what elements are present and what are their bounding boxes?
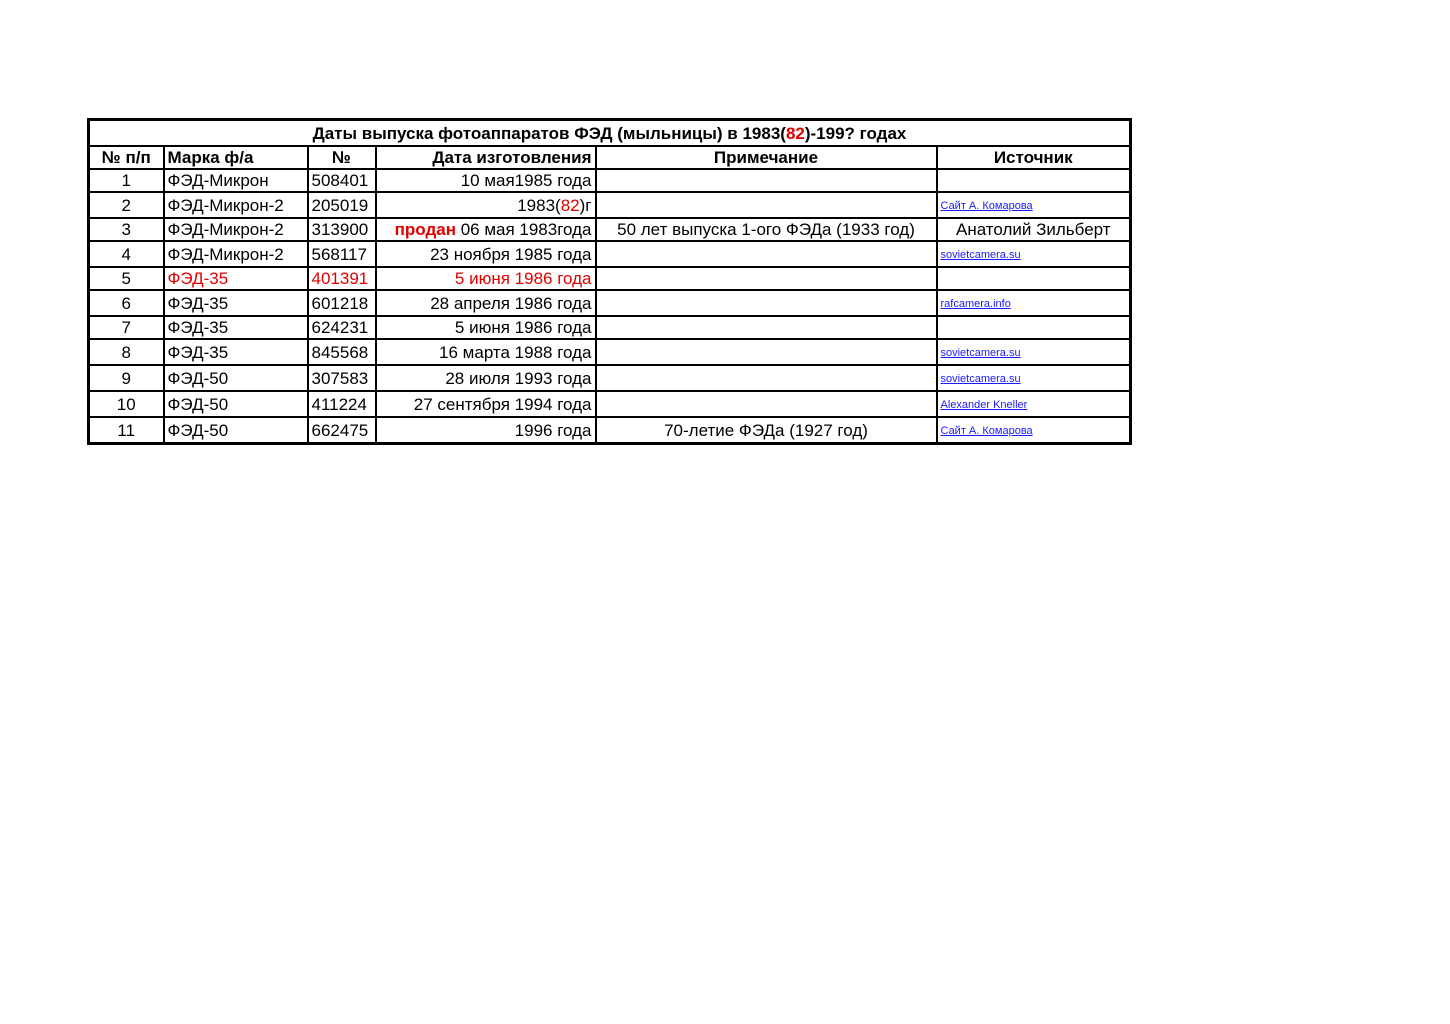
serial-number: 313900	[308, 218, 376, 241]
title-highlight: 82	[785, 123, 805, 143]
serial-number: 508401	[308, 169, 376, 192]
row-number: 4	[89, 241, 164, 267]
header-note: Примечание	[596, 146, 937, 169]
source-link[interactable]: sovietcamera.su	[940, 347, 1021, 359]
source	[937, 218, 1131, 241]
serial-number: 568117	[308, 241, 376, 267]
camera-model: ФЭД-50	[164, 391, 308, 417]
note	[596, 339, 937, 365]
table-row	[89, 391, 1131, 417]
serial-number: 401391	[308, 267, 376, 290]
header-model: Марка ф/а	[164, 146, 308, 169]
date-part: 06 мая 1983года	[455, 220, 592, 239]
source-link[interactable]: Сайт А. Комарова	[940, 425, 1033, 437]
note	[596, 316, 937, 339]
source-text: Анатолий Зильберт	[955, 220, 1111, 239]
manufacture-date	[376, 192, 596, 218]
source	[937, 417, 1131, 444]
row-number: 10	[89, 391, 164, 417]
camera-model: ФЭД-Микрон	[164, 169, 308, 192]
header-num: № п/п	[89, 146, 164, 169]
manufacture-date: 5 июня 1986 года	[376, 267, 596, 290]
note	[596, 169, 937, 192]
camera-model: ФЭД-50	[164, 417, 308, 444]
date-highlight: 82	[560, 195, 580, 215]
source	[937, 267, 1131, 290]
camera-model: ФЭД-50	[164, 365, 308, 391]
manufacture-date: 28 апреля 1986 года	[376, 290, 596, 316]
source	[937, 169, 1131, 192]
camera-model: ФЭД-35	[164, 339, 308, 365]
source	[937, 290, 1131, 316]
manufacture-date: 16 марта 1988 года	[376, 339, 596, 365]
serial-number: 845568	[308, 339, 376, 365]
serial-number: 601218	[308, 290, 376, 316]
table-row	[89, 339, 1131, 365]
table-title: Даты выпуска фотоаппаратов ФЭД (мыльницы) в 1983(82)-199? годах	[89, 120, 1131, 147]
source	[937, 365, 1131, 391]
source	[937, 391, 1131, 417]
source-link[interactable]: sovietcamera.su	[940, 373, 1021, 385]
table-row	[89, 241, 1131, 267]
table-row	[89, 218, 1131, 241]
camera-model: ФЭД-Микрон-2	[164, 241, 308, 267]
serial-number: 205019	[308, 192, 376, 218]
camera-model: ФЭД-35	[164, 267, 308, 290]
date-part: 1983(	[517, 195, 561, 215]
table-row	[89, 169, 1131, 192]
serial-number: 662475	[308, 417, 376, 444]
source-link[interactable]: Сайт А. Комарова	[940, 200, 1033, 212]
row-number: 11	[89, 417, 164, 444]
note: 50 лет выпуска 1-ого ФЭДа (1933 год)	[596, 218, 937, 241]
title-row	[89, 120, 1131, 147]
camera-dates-table	[87, 118, 1132, 445]
source-link[interactable]: rafcamera.info	[940, 298, 1011, 310]
table-row	[89, 365, 1131, 391]
row-number: 2	[89, 192, 164, 218]
table-body	[89, 169, 1131, 444]
table-row	[89, 192, 1131, 218]
header-serial: №	[308, 146, 376, 169]
table-row	[89, 316, 1131, 339]
note	[596, 365, 937, 391]
source	[937, 192, 1131, 218]
source	[937, 241, 1131, 267]
header-row	[89, 146, 1131, 169]
manufacture-date: 28 июля 1993 года	[376, 365, 596, 391]
table-row	[89, 417, 1131, 444]
row-number: 7	[89, 316, 164, 339]
note	[596, 192, 937, 218]
source	[937, 316, 1131, 339]
table-row	[89, 290, 1131, 316]
manufacture-date: 23 ноября 1985 года	[376, 241, 596, 267]
header-date: Дата изготовления	[376, 146, 596, 169]
note: 70-летие ФЭДа (1927 год)	[596, 417, 937, 444]
camera-model: ФЭД-Микрон-2	[164, 218, 308, 241]
row-number: 8	[89, 339, 164, 365]
row-number: 9	[89, 365, 164, 391]
header-source: Источник	[937, 146, 1131, 169]
source-link[interactable]: sovietcamera.su	[940, 249, 1021, 261]
table-row	[89, 267, 1131, 290]
note	[596, 290, 937, 316]
note	[596, 391, 937, 417]
row-number: 3	[89, 218, 164, 241]
source-link[interactable]: Alexander Kneller	[940, 399, 1028, 411]
camera-model: ФЭД-35	[164, 290, 308, 316]
note	[596, 267, 937, 290]
date-highlight: продан	[394, 220, 456, 239]
row-number: 5	[89, 267, 164, 290]
row-number: 1	[89, 169, 164, 192]
manufacture-date	[376, 218, 596, 241]
serial-number: 307583	[308, 365, 376, 391]
date-part: )г	[579, 195, 592, 215]
note	[596, 241, 937, 267]
manufacture-date: 5 июня 1986 года	[376, 316, 596, 339]
manufacture-date: 10 мая1985 года	[376, 169, 596, 192]
serial-number: 411224	[308, 391, 376, 417]
manufacture-date: 1996 года	[376, 417, 596, 444]
manufacture-date: 27 сентября 1994 года	[376, 391, 596, 417]
camera-model: ФЭД-35	[164, 316, 308, 339]
row-number: 6	[89, 290, 164, 316]
serial-number: 624231	[308, 316, 376, 339]
source	[937, 339, 1131, 365]
camera-model: ФЭД-Микрон-2	[164, 192, 308, 218]
